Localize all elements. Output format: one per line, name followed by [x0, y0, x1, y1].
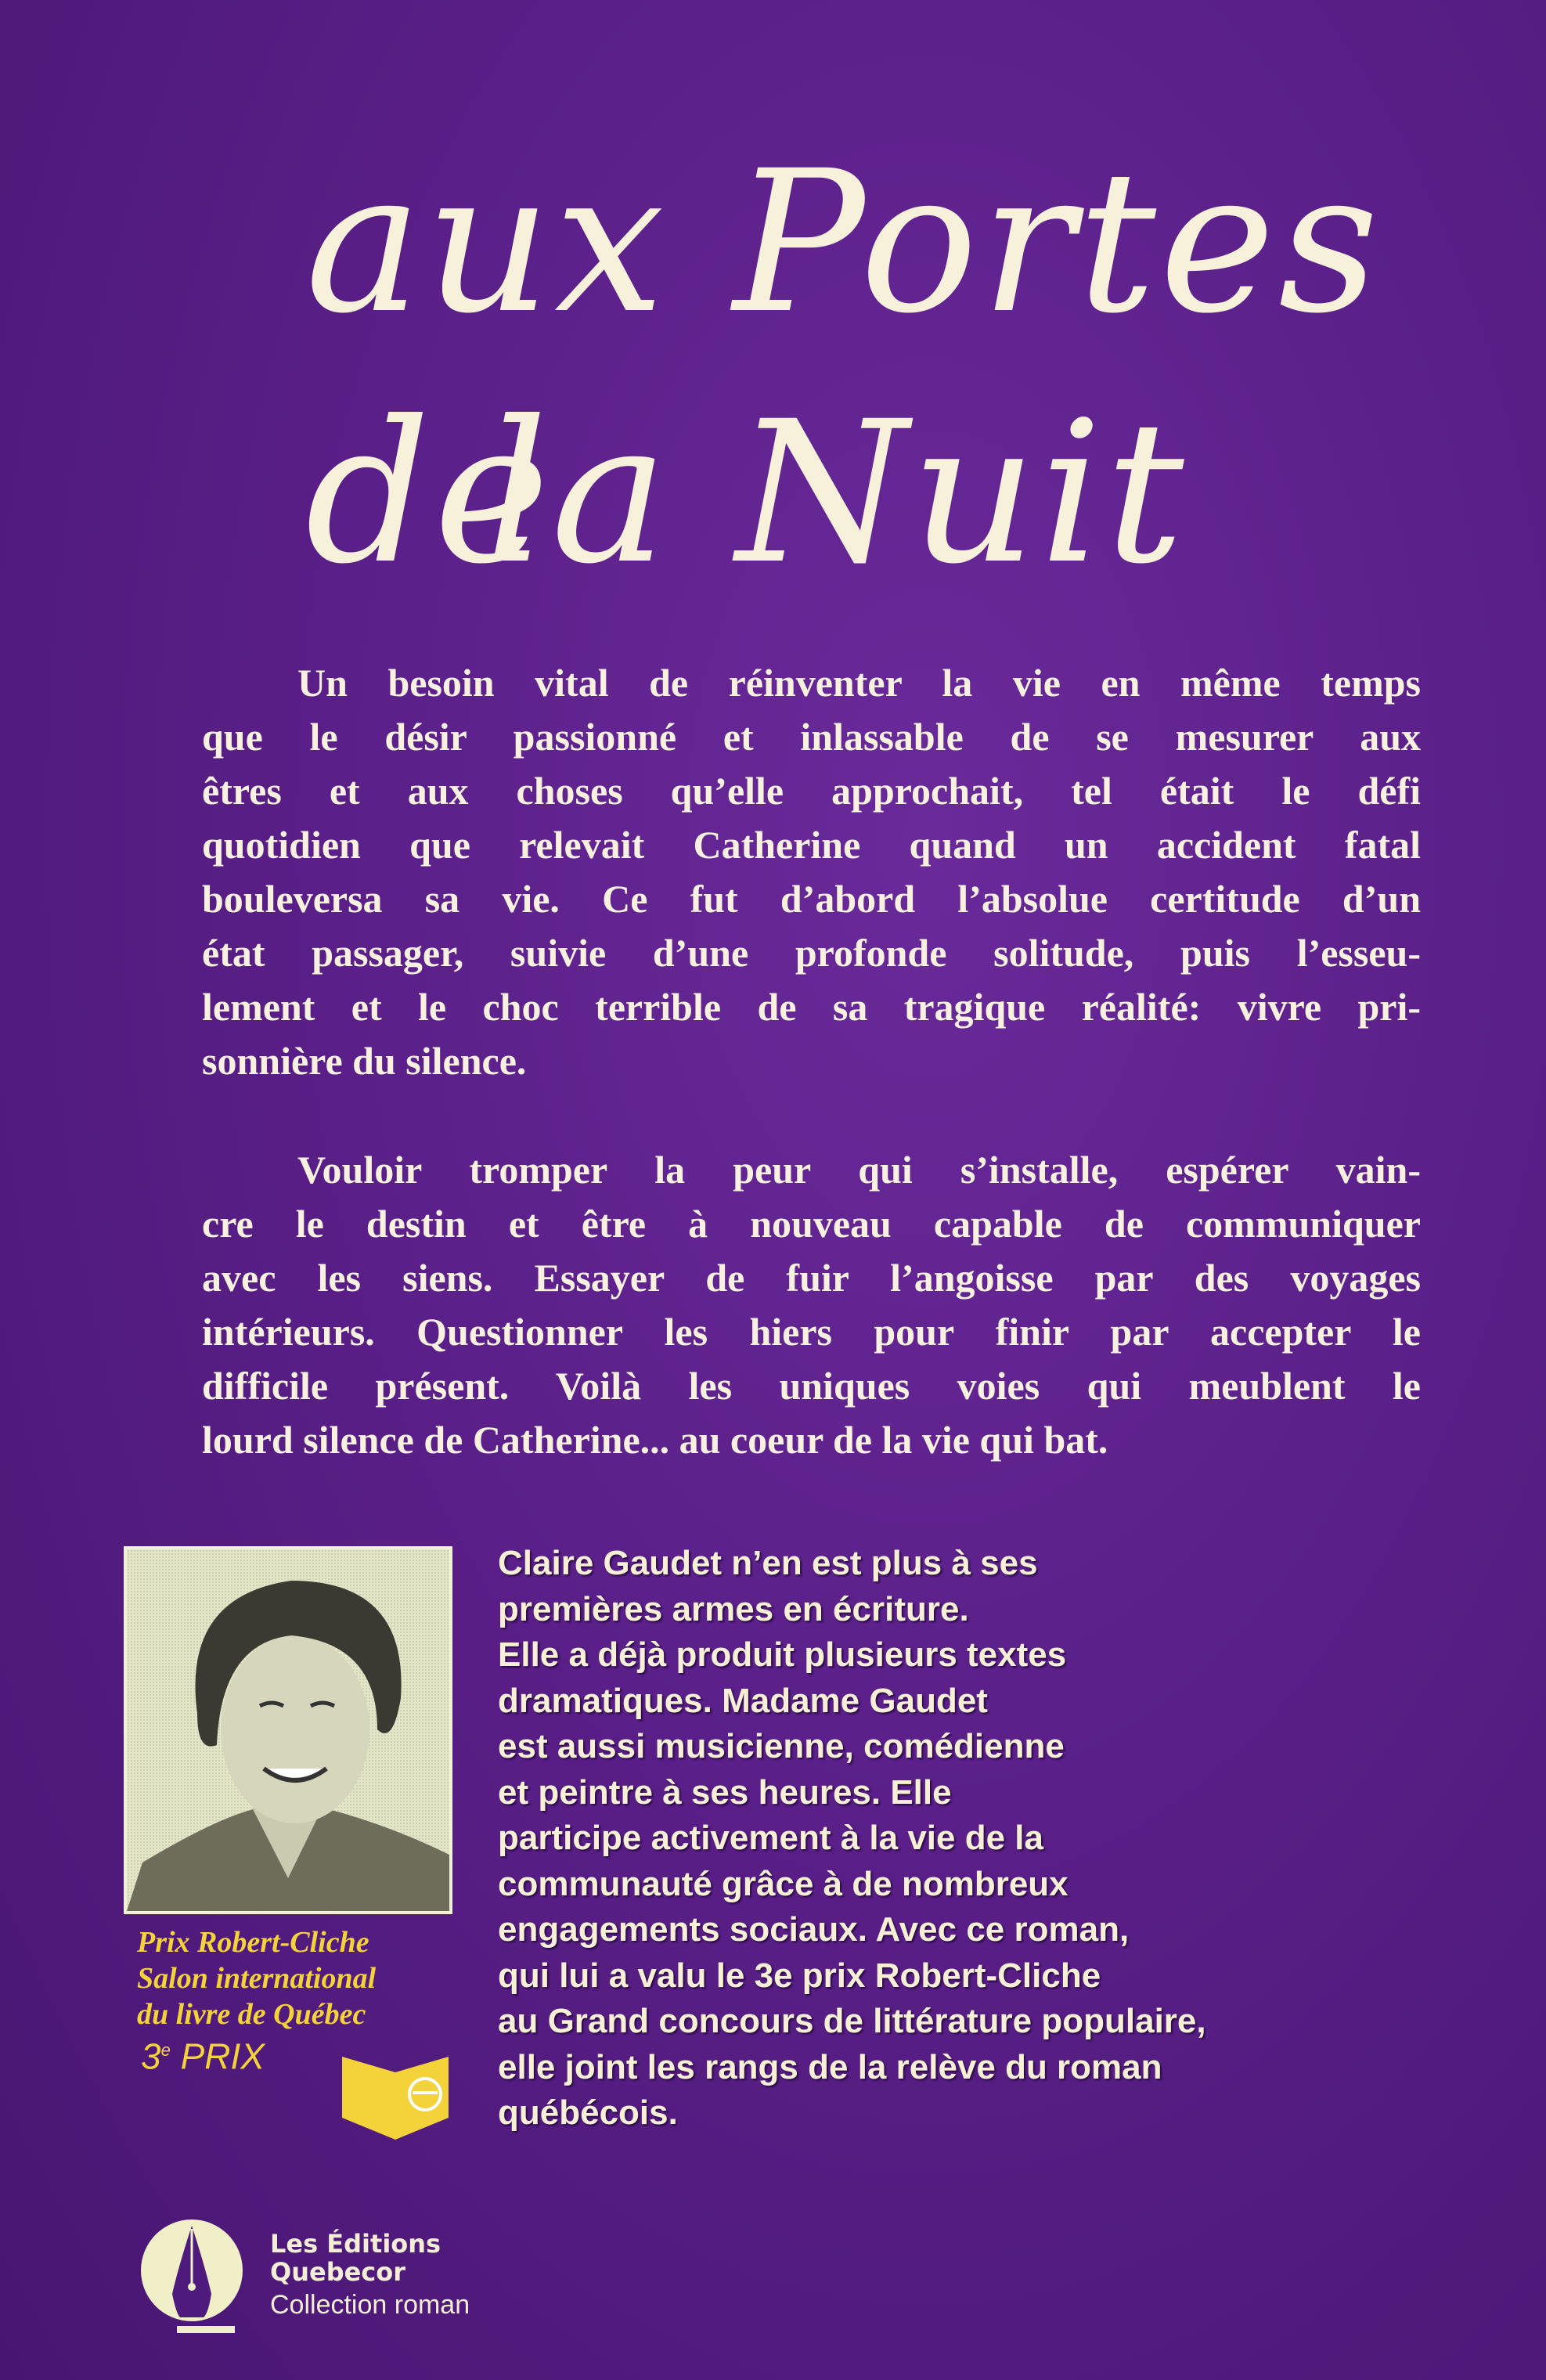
award-rank-suffix: e	[160, 2040, 171, 2060]
text-line: dramatiques. Madame Gaudet	[498, 1681, 988, 1720]
text-line: êtres et aux choses qu’elle approchait, tel était le défi	[202, 769, 1421, 813]
text-line: est aussi musicienne, comédienne	[498, 1727, 1065, 1765]
text-line: et peintre à ses heures. Elle	[498, 1772, 952, 1812]
text-line: lement et le choc terrible de sa tragique réalité: vivre pri-	[202, 985, 1421, 1029]
award-line-3: du livre de Québec	[137, 1998, 366, 2031]
publisher-line-2: Quebecor	[270, 2257, 406, 2287]
text-line: participe activement à la vie de la	[498, 1819, 1043, 1857]
publisher-name	[270, 2230, 441, 2286]
text-line: au Grand concours de littérature populaire,	[498, 2002, 1206, 2040]
text-line: état passager, suivie d’une profonde solitude, puis l’esseu-	[202, 931, 1421, 975]
publisher-line-1: Les Éditions	[270, 2229, 441, 2259]
text-line: difficile présent. Voilà les uniques voies qui meublent le	[202, 1364, 1421, 1408]
synopsis-paragraph-2	[202, 1143, 1421, 1467]
text-line: Claire Gaudet n’en est plus à ses	[498, 1544, 1038, 1582]
book-title-line2: la Nuit	[485, 379, 1187, 607]
text-line: quotidien que relevait Catherine quand un accident fatal	[202, 823, 1421, 867]
text-line: Elle a déjà produit plusieurs textes	[498, 1635, 1067, 1674]
author-bio	[498, 1541, 1206, 2137]
award-rank-number: 3	[141, 2036, 161, 2077]
synopsis-paragraph-1	[202, 656, 1421, 1088]
award-line-2: Salon international	[137, 1962, 377, 1995]
book-award-icon	[341, 2055, 450, 2141]
text-line: premières armes en écriture.	[498, 1589, 969, 1628]
text-line: lourd silence de Catherine... au coeur de la vie qui bat.	[202, 1418, 1108, 1462]
text-line: sonnière du silence.	[202, 1039, 527, 1083]
text-line: Vouloir tromper la peur qui s’installe, espérer vain-	[297, 1148, 1421, 1192]
text-line: que le désir passionné et inlassable de se mesurer aux	[202, 715, 1421, 759]
text-line: intérieurs. Questionner les hiers pour finir par accepter le	[202, 1310, 1421, 1354]
text-line: cre le destin et être à nouveau capable de communiquer	[202, 1202, 1421, 1246]
publisher-pen-logo	[141, 2220, 258, 2345]
collection-name: Collection roman	[270, 2290, 470, 2320]
book-title-line1: aux Portes de	[305, 128, 1382, 607]
text-line: qui lui a valu le 3e prix Robert-Cliche	[498, 1956, 1101, 1995]
author-photo	[124, 1546, 452, 1914]
text-line: engagements sociaux. Avec ce roman,	[498, 1910, 1130, 1949]
award-rank-label: PRIX	[180, 2036, 265, 2077]
text-line: communauté grâce à de nombreux	[498, 1864, 1069, 1903]
text-line: québécois.	[498, 2093, 678, 2132]
award-caption	[137, 1924, 377, 2077]
award-line-1: Prix Robert-Cliche	[137, 1926, 369, 1959]
text-line: avec les siens. Essayer de fuir l’angoisse par des voyages	[202, 1256, 1421, 1300]
text-line: elle joint les rangs de la relève du roman	[498, 2047, 1162, 2086]
text-line: Un besoin vital de réinventer la vie en même temps	[297, 661, 1421, 705]
text-line: bouleversa sa vie. Ce fut d’abord l’absolue certitude d’un	[202, 877, 1421, 921]
